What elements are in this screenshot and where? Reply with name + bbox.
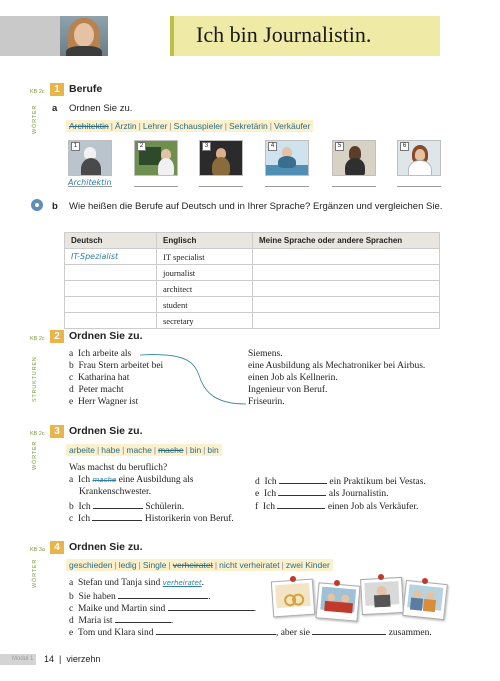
ex4-word-bank: geschieden | ledig | Single | verheiratet | nicht verheiratet | zwei Kinder xyxy=(66,559,333,571)
word-option[interactable]: zwei Kinder xyxy=(285,560,330,570)
photo-architect: 1 xyxy=(68,140,112,176)
ex1a-example-answer: Architektin xyxy=(68,178,112,187)
page-number: 14 xyxy=(44,654,55,664)
ex2-right-item: einen Job als Kellnerin. xyxy=(248,373,338,383)
ex1-side-label: WÖRTER xyxy=(32,104,38,134)
table-header: Meine Sprache oder andere Sprachen xyxy=(253,233,440,249)
ex4-title: Ordnen Sie zu. xyxy=(69,541,143,553)
ex3-item: e Ich als Journalistin. xyxy=(255,489,389,499)
table-row xyxy=(65,265,440,281)
table-cell-german[interactable]: IT-Spezialist xyxy=(65,249,157,265)
photo-family xyxy=(316,582,361,622)
photo-doctor: 6 xyxy=(397,140,441,176)
table-cell-english: IT specialist xyxy=(157,249,253,265)
table-cell-german[interactable] xyxy=(65,281,157,297)
word-option[interactable]: Sekretärin xyxy=(229,121,268,131)
page-number-word: vierzehn xyxy=(66,654,101,664)
ex4-side-label: WÖRTER xyxy=(32,558,38,588)
ex3-answer-a[interactable]: mache xyxy=(92,476,117,484)
table-header: Deutsch xyxy=(65,233,157,249)
photo-secretary: 5 xyxy=(332,140,376,176)
table-cell-german[interactable] xyxy=(65,313,157,329)
photo-couple-rings xyxy=(271,579,315,618)
ex1a-word-bank: Architektin | Ärztin | Lehrer | Schauspieler | Sekretärin | Verkäufer xyxy=(66,120,313,132)
ex1-number: 1 xyxy=(50,83,64,96)
ex4-blank-b[interactable] xyxy=(118,590,208,599)
word-option[interactable]: arbeite xyxy=(69,445,95,455)
page-footer: 14 | vierzehn xyxy=(44,654,101,664)
ex2-left-item: d Peter macht xyxy=(69,385,124,395)
ex4-item: b Sie haben . xyxy=(69,592,211,602)
ex2-right-item: eine Ausbildung als Mechatroniker bei Airbus. xyxy=(248,361,426,371)
ex4-blank-d[interactable] xyxy=(115,614,171,623)
photo-single-man xyxy=(360,577,404,615)
photo-couple-house xyxy=(402,580,448,620)
footer-unit-tab: Modul 1 xyxy=(0,654,36,665)
ex1a-instruction: Ordnen Sie zu. xyxy=(69,103,133,114)
ex4-number: 4 xyxy=(50,541,64,554)
ex3-blank-b[interactable] xyxy=(93,500,143,509)
word-option[interactable]: Architektin xyxy=(69,121,109,131)
table-cell-own-language[interactable] xyxy=(253,265,440,281)
ex2-left-item: e Herr Wagner ist xyxy=(69,397,139,407)
table-row xyxy=(65,249,440,265)
word-option[interactable]: habe xyxy=(101,445,121,455)
ex3-item: a Ich mache eine Ausbildung als xyxy=(69,475,194,485)
ex3-side-label: WÖRTER xyxy=(32,440,38,470)
word-option[interactable]: verheiratet xyxy=(172,560,213,570)
ex4-item: e Tom und Klara sind , aber sie zusammen. xyxy=(69,628,432,638)
word-option[interactable]: geschieden xyxy=(69,560,113,570)
ex2-title: Ordnen Sie zu. xyxy=(69,330,143,342)
word-option[interactable]: bin xyxy=(189,445,202,455)
ex3-blank-f[interactable] xyxy=(277,500,325,509)
ex3-item: c Ich Historikerin von Beruf. xyxy=(69,514,234,524)
ex2-number: 2 xyxy=(50,330,64,343)
table-cell-own-language[interactable] xyxy=(253,297,440,313)
table-cell-english: architect xyxy=(157,281,253,297)
ex3-blank-c[interactable] xyxy=(92,512,142,521)
table-cell-own-language[interactable] xyxy=(253,313,440,329)
table-cell-english: student xyxy=(157,297,253,313)
ex3-item: b Ich Schülerin. xyxy=(69,502,185,512)
photo-teacher: 2 xyxy=(134,140,178,176)
header-grey-block xyxy=(0,16,60,56)
page-title: Ich bin Journalistin. xyxy=(196,22,372,47)
ex2-reference: KB 2c xyxy=(30,336,45,342)
ex1b-instruction: Wie heißen die Berufe auf Deutsch und in Ihrer Sprache? Ergänzen und vergleichen Sie. xyxy=(69,201,443,212)
table-cell-german[interactable] xyxy=(65,297,157,313)
word-option[interactable]: mache xyxy=(126,445,152,455)
ex2-side-label: STRUKTUREN xyxy=(32,356,38,402)
table-row xyxy=(65,281,440,297)
word-option[interactable]: Schauspieler xyxy=(173,121,223,131)
table-cell-german[interactable] xyxy=(65,265,157,281)
table-header-row xyxy=(65,233,440,249)
ex3-word-bank: arbeite | habe | mache | mache | bin | bin xyxy=(66,444,222,456)
word-option[interactable]: bin xyxy=(207,445,219,455)
ex3-item-continued: Krankenschwester. xyxy=(79,487,152,497)
ex3-item: d Ich ein Praktikum bei Vestas. xyxy=(255,477,426,487)
ex3-title: Ordnen Sie zu. xyxy=(69,425,143,437)
ex1-reference: KB 2c xyxy=(30,89,45,95)
table-header: Englisch xyxy=(157,233,253,249)
ex1b-letter: b xyxy=(52,201,58,212)
page-header xyxy=(0,16,440,56)
word-option[interactable]: Single xyxy=(142,560,167,570)
ex2-right-item: Ingenieur von Beruf. xyxy=(248,385,328,395)
table-cell-own-language[interactable] xyxy=(253,281,440,297)
ex3-blank-d[interactable] xyxy=(279,475,327,484)
photo-salesperson: 4 xyxy=(265,140,309,176)
ex4-blank-e2[interactable] xyxy=(312,626,386,635)
word-option[interactable]: Lehrer xyxy=(142,121,168,131)
table-row xyxy=(65,313,440,329)
ex4-blank-c[interactable] xyxy=(168,602,254,611)
word-option[interactable]: ledig xyxy=(118,560,137,570)
table-cell-english: journalist xyxy=(157,265,253,281)
table-cell-english: secretary xyxy=(157,313,253,329)
audio-cd-icon[interactable] xyxy=(31,199,43,211)
ex1-title: Berufe xyxy=(69,83,103,95)
ex2-left-item: b Frau Stern arbeitet bei xyxy=(69,361,164,371)
ex4-item: c Maike und Martin sind . xyxy=(69,604,257,614)
ex2-left-item: a Ich arbeite als xyxy=(69,349,132,359)
ex4-item: a Stefan und Tanja sind verheiratet. xyxy=(69,578,204,588)
word-option[interactable]: nicht verheiratet xyxy=(219,560,280,570)
ex2-left-item: c Katharina hat xyxy=(69,373,130,383)
ex3-item: f Ich einen Job als Verkäufer. xyxy=(255,502,419,512)
ex3-number: 3 xyxy=(50,425,64,438)
header-portrait-photo xyxy=(60,16,108,56)
professions-table xyxy=(64,232,440,329)
word-option[interactable]: mache xyxy=(158,445,184,455)
table-cell-own-language[interactable] xyxy=(253,249,440,265)
photo-actor: 3 xyxy=(199,140,243,176)
word-option[interactable]: Ärztin xyxy=(114,121,137,131)
ex4-blank-e1[interactable] xyxy=(156,626,276,635)
ex3-reference: KB 2c xyxy=(30,431,45,437)
ex2-right-item: Siemens. xyxy=(248,349,283,359)
ex2-right-item: Friseurin. xyxy=(248,397,285,407)
table-row xyxy=(65,297,440,313)
word-option[interactable]: Verkäufer xyxy=(273,121,311,131)
ex3-blank-e[interactable] xyxy=(278,487,326,496)
ex4-reference: KB 3a xyxy=(30,547,45,553)
ex4-answer-a[interactable]: verheiratet xyxy=(162,579,202,587)
ex1a-letter: a xyxy=(52,103,58,114)
ex4-item: d Maria ist . xyxy=(69,616,174,626)
ex3-question: Was machst du beruflich? xyxy=(69,463,168,473)
